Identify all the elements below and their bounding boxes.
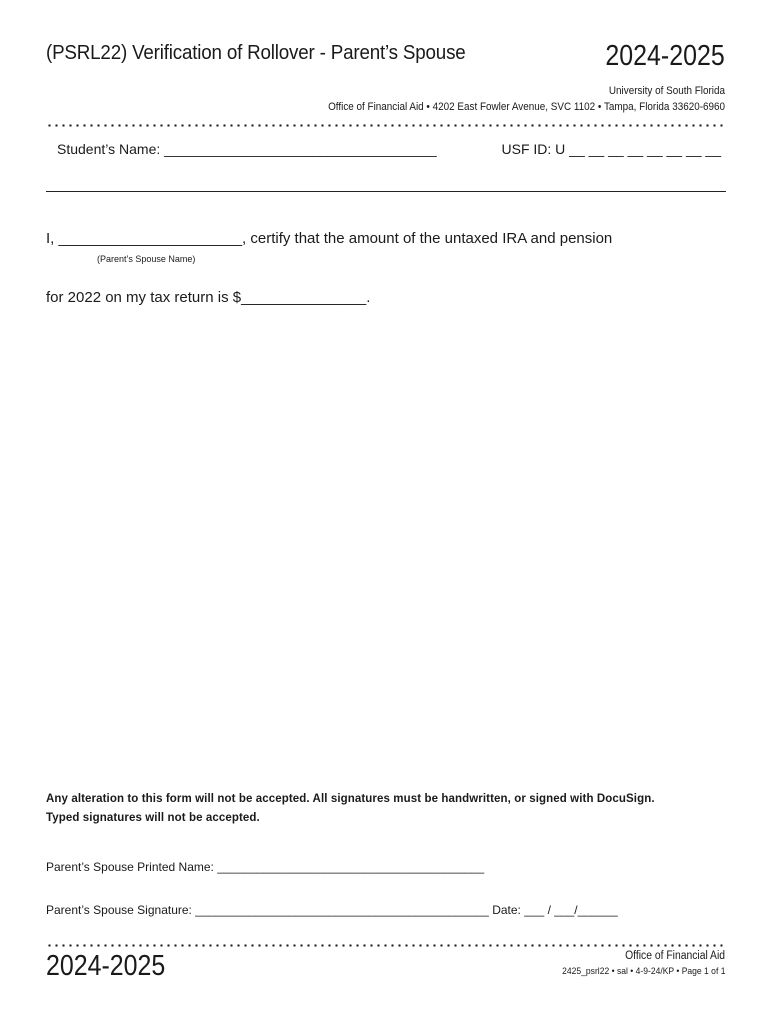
dotted-divider-bottom: [46, 944, 726, 947]
award-year-header: 2024-2025: [605, 40, 725, 72]
section-divider: [46, 191, 726, 192]
spouse-printed-name-field[interactable]: Parent’s Spouse Printed Name: ________________________________________: [46, 860, 485, 874]
alteration-warning: [46, 790, 655, 828]
dotted-divider-top: [46, 124, 726, 127]
form-code: 2425_psrl22 • sal • 4-9-24/KP • Page 1 of 1: [561, 966, 725, 977]
student-name-field[interactable]: Student’s Name: ___________________________________: [57, 141, 437, 157]
university-name: University of South Florida: [608, 85, 725, 97]
office-address: Office of Financial Aid • 4202 East Fowler Avenue, SVC 1102 • Tampa, Florida 33620-6960: [328, 101, 725, 113]
warning-line-2: Typed signatures will not be accepted.: [46, 812, 260, 824]
certification-statement[interactable]: I, ______________________, certify that the amount of the untaxed IRA and pension: [46, 230, 613, 247]
footer-office: Office of Financial Aid: [625, 950, 725, 962]
usf-id-field[interactable]: USF ID: U __ __ __ __ __ __ __ __: [501, 141, 721, 157]
spouse-name-caption: (Parent’s Spouse Name): [97, 254, 196, 264]
pension-amount-field[interactable]: for 2022 on my tax return is $_______________.: [46, 289, 371, 306]
spouse-signature-field[interactable]: Parent’s Spouse Signature: ____________________________________________ Date: ___ / ___/______: [46, 903, 618, 917]
form-title: (PSRL22) Verification of Rollover - Parent’s Spouse: [46, 42, 466, 64]
award-year-footer: 2024-2025: [46, 950, 166, 982]
warning-line-1: Any alteration to this form will not be accepted. All signatures must be handwritten, or signed with DocuSign.: [46, 793, 655, 805]
